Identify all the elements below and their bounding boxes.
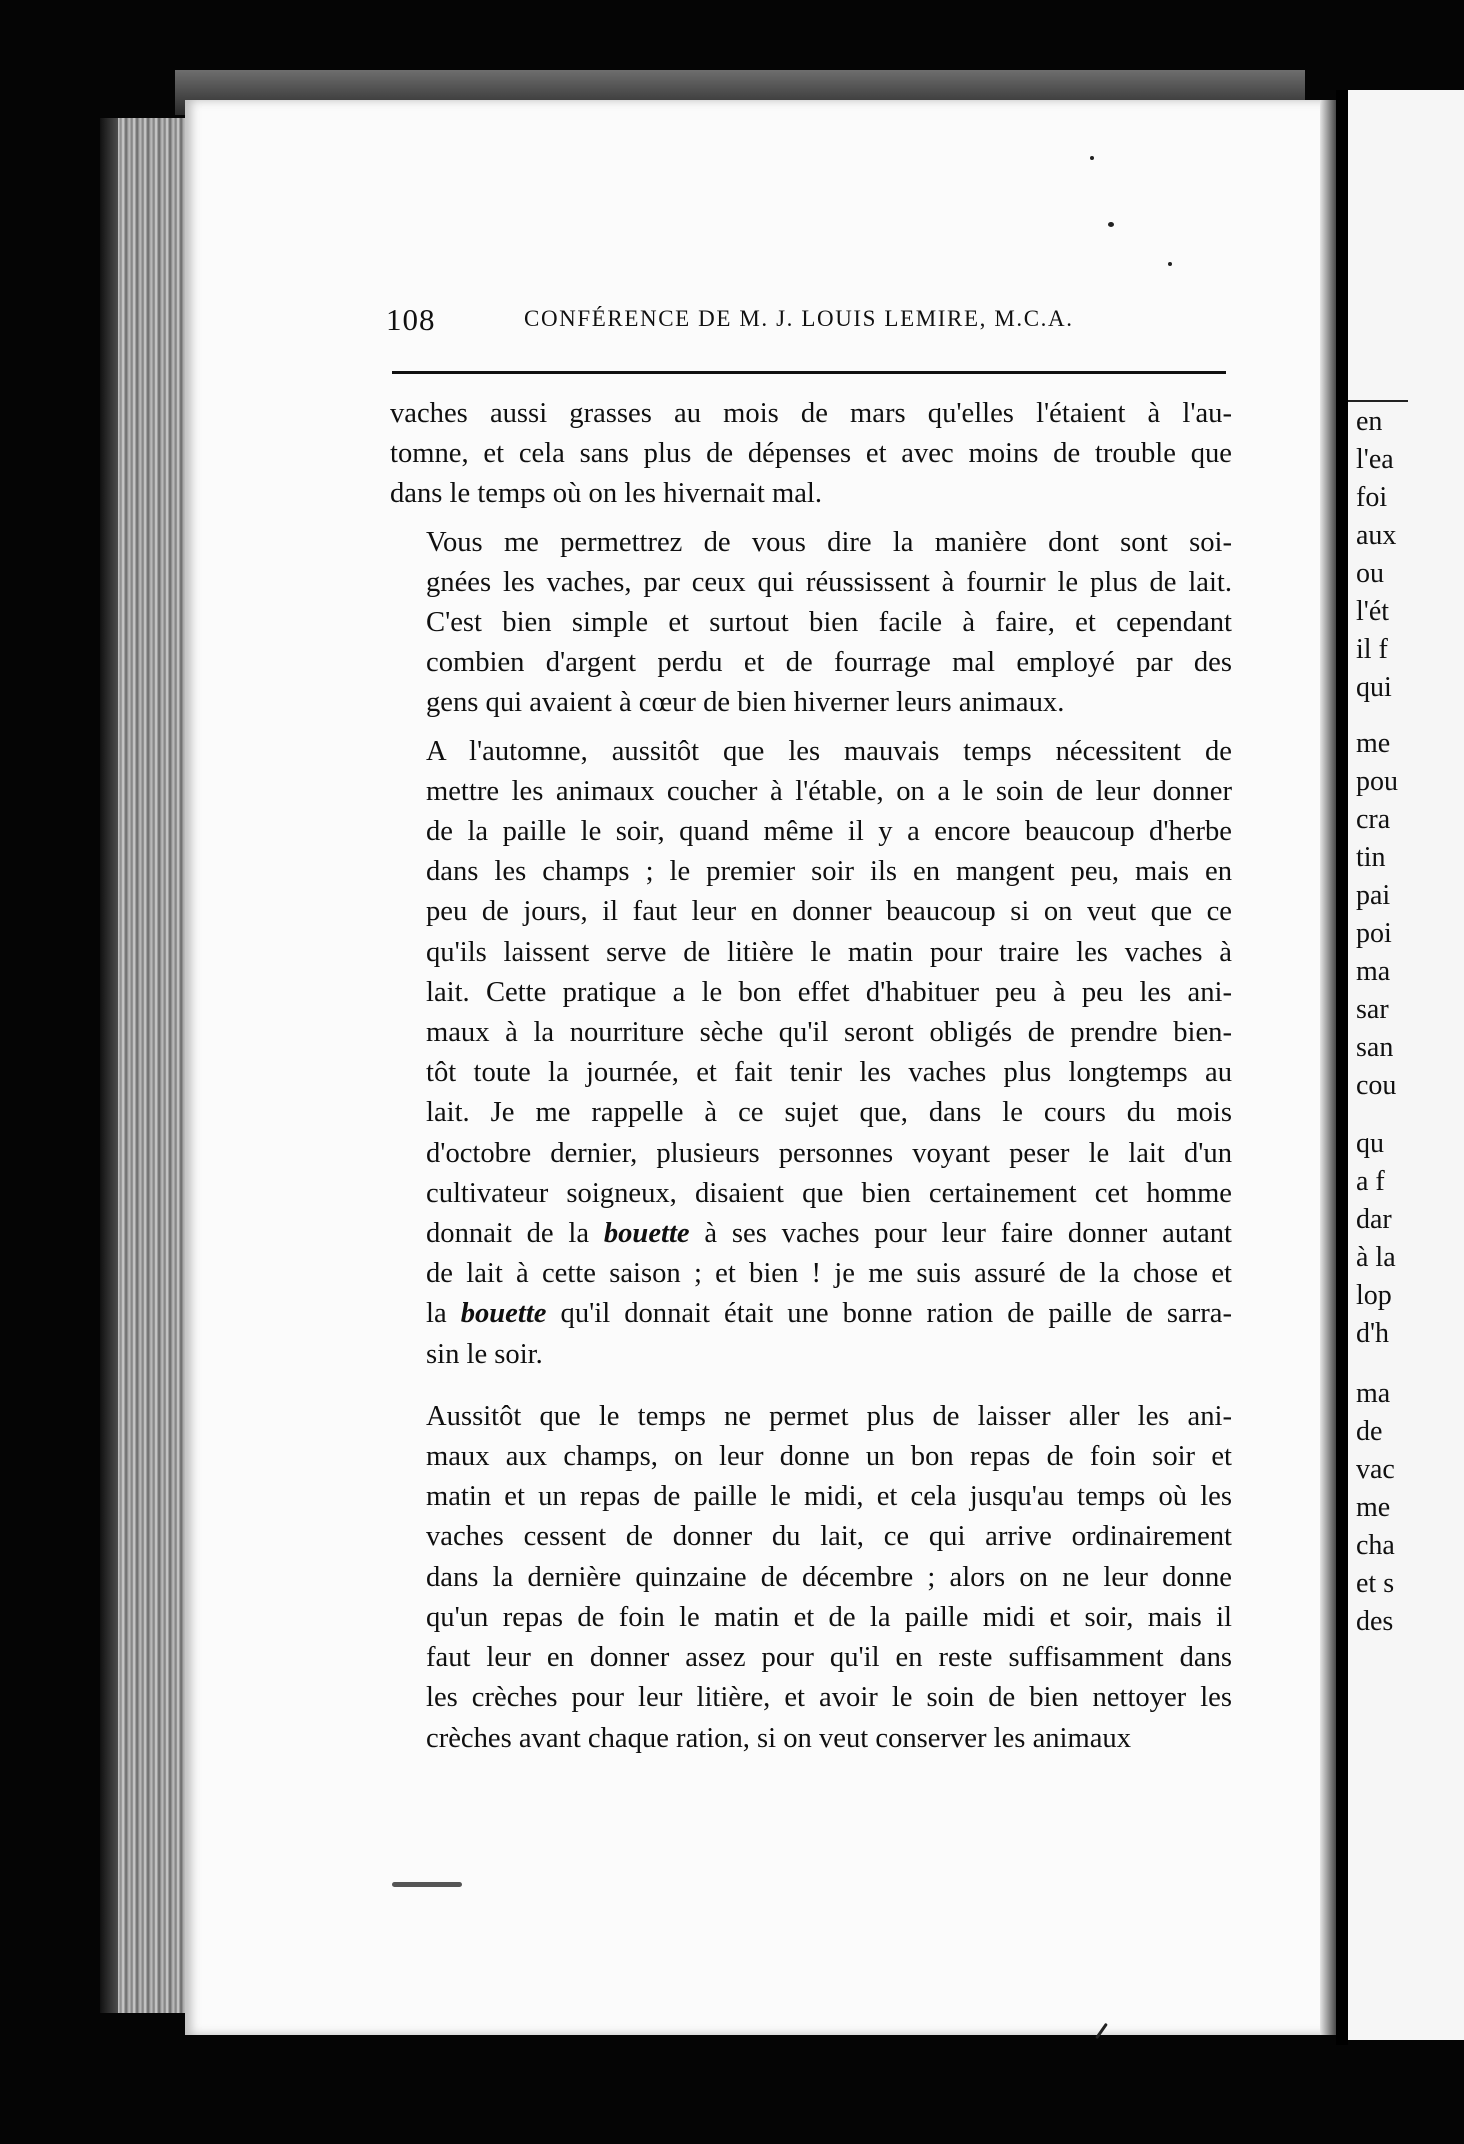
facing-text-fragment: qui <box>1356 672 1392 703</box>
page-number: 108 <box>386 302 436 337</box>
text-line: qu'ils laissent serve de litière le matin pour traire les vaches à <box>426 936 1232 968</box>
text-line: de la paille le soir, quand même il y a encore beaucoup d'herbe <box>426 816 1232 848</box>
body-text <box>390 394 1232 1759</box>
facing-text-fragment: ou <box>1356 558 1384 589</box>
facing-text-fragment: ma <box>1356 956 1391 987</box>
text-line: qu'un repas de foin le matin et de la paille midi et soir, mais il <box>426 1601 1232 1633</box>
text-line: A l'automne, aussitôt que les mauvais temps nécessitent de <box>426 735 1232 767</box>
scan-speck <box>392 1882 462 1887</box>
running-head: CONFÉRENCE DE M. J. LOUIS LEMIRE, M.C.A. <box>524 306 1074 331</box>
text-line: donnait de la bouette à ses vaches pour leur faire donner autant <box>426 1218 1233 1250</box>
facing-text-fragment: aux <box>1356 520 1397 551</box>
text-line: combien d'argent perdu et de fourrage mal employé par des <box>426 647 1232 679</box>
facing-page-rule <box>1348 400 1408 402</box>
facing-text-fragment: ma <box>1356 1378 1391 1409</box>
paragraph <box>390 394 1232 515</box>
text-line: gens qui avaient à cœur de bien hiverner leurs animaux. <box>426 687 1065 719</box>
scan-speck <box>1108 222 1114 227</box>
text-line: la bouette qu'il donnait était une bonne ration de paille de sarra- <box>426 1298 1232 1330</box>
text-line: dans les champs ; le premier soir ils en mangent peu, mais en <box>426 856 1232 888</box>
facing-text-fragment: dar <box>1356 1204 1392 1235</box>
text-line: matin et un repas de paille le midi, et cela jusqu'au temps où les <box>426 1481 1232 1513</box>
text-line: d'octobre dernier, plusieurs personnes voyant peser le lait d'un <box>426 1137 1232 1169</box>
gutter-shadow <box>1336 90 1348 2045</box>
facing-text-fragment: cra <box>1356 804 1391 835</box>
facing-text-fragment: à la <box>1356 1242 1396 1273</box>
text-line: gnées les vaches, par ceux qui réussissent à fournir le plus de lait. <box>426 566 1232 598</box>
facing-text-fragment: l'ét <box>1356 596 1390 627</box>
text-line: Vous me permettrez de vous dire la manière dont sont soi- <box>426 526 1232 558</box>
facing-text-fragment: vac <box>1356 1454 1395 1485</box>
text-line: dans la dernière quinzaine de décembre ; alors on ne leur donne <box>426 1561 1232 1593</box>
text-line: crèches avant chaque ration, si on veut conserver les animaux <box>426 1722 1132 1754</box>
header-rule <box>392 371 1226 374</box>
italic-term: bouette <box>460 1298 547 1330</box>
facing-text-fragment: d'h <box>1356 1318 1390 1349</box>
text-line: vaches cessent de donner du lait, ce qui arrive ordinairement <box>426 1521 1232 1553</box>
facing-text-fragment: a f <box>1356 1166 1385 1197</box>
text-line: les crèches pour leur litière, et avoir le soin de bien nettoyer les <box>426 1682 1232 1714</box>
facing-text-fragment: de <box>1356 1416 1383 1447</box>
paragraph <box>390 732 1232 1375</box>
text-line: maux à la nourriture sèche qu'il seront obligés de prendre bien- <box>426 1017 1232 1049</box>
text-line: dans le temps où on les hivernait mal. <box>390 478 822 510</box>
facing-text-fragment: lop <box>1356 1280 1392 1311</box>
text-line: tôt toute la journée, et fait tenir les vaches plus longtemps au <box>426 1057 1232 1089</box>
facing-text-fragment: en <box>1356 406 1383 437</box>
text-line: lait. Je me rappelle à ce sujet que, dans le cours du mois <box>426 1097 1232 1129</box>
text-line: de lait à cette saison ; et bien ! je me suis assuré de la chose et <box>426 1258 1232 1290</box>
page-header <box>386 302 1226 342</box>
facing-text-fragment: me <box>1356 728 1391 759</box>
text-line: faut leur en donner assez pour qu'il en reste suffisamment dans <box>426 1642 1232 1674</box>
facing-text-fragment: cou <box>1356 1070 1397 1101</box>
facing-text-fragment: sar <box>1356 994 1389 1025</box>
book-page-stack <box>118 118 190 2013</box>
text-line: maux aux champs, on leur donne un bon repas de foin soir et <box>426 1441 1232 1473</box>
facing-text-fragment: il f <box>1356 634 1388 665</box>
italic-term: bouette <box>603 1218 690 1250</box>
text-line: vaches aussi grasses au mois de mars qu'elles l'étaient à l'au- <box>390 398 1232 429</box>
facing-text-fragment: pai <box>1356 880 1391 911</box>
facing-page <box>1348 90 1464 2040</box>
scan-speck <box>1090 156 1094 160</box>
text-line: Aussitôt que le temps ne permet plus de laisser aller les ani- <box>426 1400 1232 1432</box>
facing-text-fragment: l'ea <box>1356 444 1394 475</box>
facing-text-fragment: et s <box>1356 1568 1395 1599</box>
text-line: mettre les animaux coucher à l'étable, on a le soin de leur donner <box>426 775 1232 807</box>
facing-text-fragment: poi <box>1356 918 1392 949</box>
facing-text-fragment: foi <box>1356 482 1388 513</box>
text-line: lait. Cette pratique a le bon effet d'habituer peu à peu les ani- <box>426 976 1232 1008</box>
text-line: C'est bien simple et surtout bien facile à faire, et cependant <box>426 607 1232 639</box>
facing-text-fragment: pou <box>1356 766 1398 797</box>
text-line: cultivateur soigneux, disaient que bien certainement cet homme <box>426 1177 1232 1209</box>
scan-speck <box>1168 262 1172 266</box>
facing-text-fragment: des <box>1356 1606 1394 1637</box>
paragraph <box>390 523 1232 724</box>
paragraph <box>390 1397 1232 1759</box>
facing-text-fragment: me <box>1356 1492 1391 1523</box>
facing-text-fragment: san <box>1356 1032 1394 1063</box>
facing-text-fragment: qu <box>1356 1128 1384 1159</box>
text-line: tomne, et cela sans plus de dépenses et avec moins de trouble que <box>390 438 1232 470</box>
facing-text-fragment: cha <box>1356 1530 1395 1561</box>
facing-text-fragment: tin <box>1356 842 1386 873</box>
text-line: peu de jours, il faut leur en donner beaucoup si on veut que ce <box>426 896 1232 928</box>
text-line: sin le soir. <box>426 1338 543 1370</box>
